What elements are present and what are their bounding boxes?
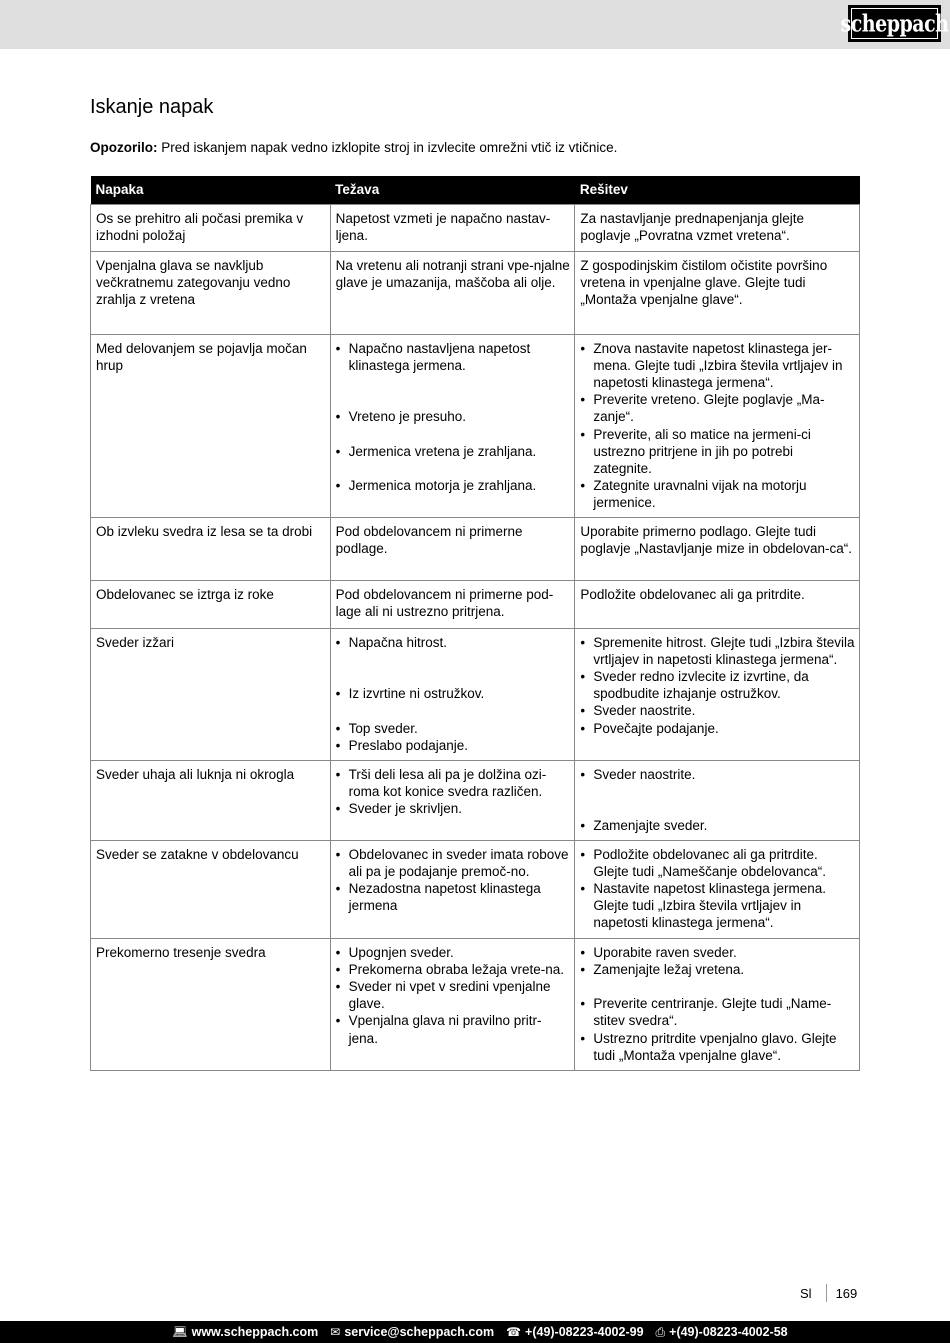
warning-note [90,140,617,155]
fault-cell: Prekomerno tresenje svedra [91,938,331,1070]
list-item: • Sveder naostrite. [580,702,855,719]
page-title: Iskanje napak [90,96,214,118]
footer-email [330,1325,494,1339]
warning-text: Pred iskanjem napak vedno izklopite stroj in izvlecite omrežni vtič iz vtičnice. [157,140,618,155]
fault-cell: Vpenjalna glava se navkljub večkratnemu zategovanju vedno zrahlja z vretena [91,251,331,334]
list-item: • Podložite obdelovanec ali ga pritrdite. Glejte tudi „Nameščanje obdelovanca“. [580,846,855,880]
phone-icon: ☎ [506,1325,522,1339]
table-row [91,580,860,628]
language-code: Sl [800,1285,812,1301]
list-spacer [580,783,855,800]
list-spacer [336,374,571,391]
cause-list [336,944,571,1047]
list-item: • Preverite, ali so matice na jermeni-ci ustrezno pritrjene in jih po potrebi zategnite. [580,426,855,478]
remedy-list [580,340,855,512]
table-row [91,251,860,334]
warning-label: Opozorilo: [90,140,158,155]
list-spacer [336,460,571,477]
table-row [91,628,860,760]
footer-phone-text: +(49)-08223-4002-99 [525,1325,644,1339]
contact-footer [0,1321,950,1343]
table-row [91,204,860,251]
footer-email-text: service@scheppach.com [344,1325,495,1339]
list-item: • Napačna hitrost. [336,634,571,651]
list-item: • Ustrezno pritrdite vpenjalno glavo. Glejte tudi „Montaža vpenjalne glave“. [580,1030,855,1064]
list-item: • Nezadostna napetost klinastega jermena [336,880,571,914]
footer-web-text: www.scheppach.com [191,1325,319,1339]
list-item: • Prekomerna obraba ležaja vrete-na. [336,961,571,978]
header-cause: Težava [330,176,575,204]
cause-cell: Na vretenu ali notranji strani vpe-njalne glave je umazanija, maščoba ali olje. [330,251,575,334]
cause-list [336,846,571,915]
brand-logo-text: scheppach [840,9,949,38]
remedy-cell [575,760,860,840]
remedy-list [580,634,855,737]
remedy-cell [575,938,860,1070]
list-item: • Znova nastavite napetost klinastega jer-mena. Glejte tudi „Izbira števila vrtljajev in napetosti klinastega jermena“. [580,340,855,392]
list-item: • Uporabite raven sveder. [580,944,855,961]
cause-list [336,766,571,818]
list-item: • Jermenica vretena je zrahljana. [336,443,571,460]
remedy-cell [575,840,860,938]
cause-list [336,634,571,754]
list-item: • Jermenica motorja je zrahljana. [336,477,571,494]
page-number-block [800,1284,857,1302]
list-spacer [336,391,571,408]
page-number-divider [826,1284,827,1302]
list-spacer [336,425,571,442]
footer-web [172,1325,318,1339]
list-item: • Nastavite napetost klinastega jermena. Glejte tudi „Izbira števila vrtljajev in napetosti klinastega jermena“. [580,880,855,932]
computer-icon: 💻︎ [172,1325,188,1339]
footer-fax [656,1325,788,1340]
list-item: • Napačno nastavljena napetost klinastega jermena. [336,340,571,374]
remedy-list [580,766,855,835]
remedy-list [580,846,855,932]
list-item: • Zamenjajte ležaj vretena. [580,961,855,978]
footer-phone [506,1325,643,1339]
brand-logo [840,5,949,42]
remedy-cell [575,334,860,517]
list-item: • Preverite centriranje. Glejte tudi „Name-stitev svedra“. [580,995,855,1029]
cause-cell [330,938,575,1070]
header-fault: Napaka [91,176,331,204]
fault-cell: Med delovanjem se pojavlja močan hrup [91,334,331,517]
page-number: 169 [835,1285,858,1301]
fault-cell: Os se prehitro ali počasi premika v izhodni položaj [91,204,331,251]
remedy-cell: Za nastavljanje prednapenjanja glejte poglavje „Povratna vzmet vretena“. [575,204,860,251]
fault-cell: Ob izvleku svedra iz lesa se ta drobi [91,517,331,580]
cause-cell [330,628,575,760]
troubleshooting-table [90,176,860,1071]
table-row [91,840,860,938]
header-band [0,0,950,49]
remedy-cell: Uporabite primerno podlago. Glejte tudi poglavje „Nastavljanje mize in obdelovan-ca“. [575,517,860,580]
list-item: • Vreteno je presuho. [336,408,571,425]
list-item: • Trši deli lesa ali pa je dolžina ozi-roma kot konice svedra različen. [336,766,571,800]
list-item: • Iz izvrtine ni ostružkov. [336,685,571,702]
header-remedy: Rešitev [575,176,860,204]
list-item: • Preslabo podajanje. [336,737,571,754]
fault-cell: Obdelovanec se iztrga iz roke [91,580,331,628]
fault-cell: Sveder se zatakne v obdelovancu [91,840,331,938]
cause-cell: Napetost vzmeti je napačno nastav-ljena. [330,204,575,251]
fax-icon: ⎙ [655,1324,666,1339]
list-item: • Sveder ni vpet v sredini vpenjalne glave. [336,978,571,1012]
table-row [91,334,860,517]
list-spacer [336,668,571,685]
list-spacer [580,800,855,817]
list-item: • Zategnite uravnalni vijak na motorju jermenice. [580,477,855,511]
table-row [91,760,860,840]
cause-cell [330,760,575,840]
list-item: • Sveder redno izvlecite iz izvrtine, da spodbudite izhajanje ostružkov. [580,668,855,702]
cause-cell [330,840,575,938]
cause-cell [330,334,575,517]
fault-cell: Sveder izžari [91,628,331,760]
cause-cell: Pod obdelovancem ni primerne podlage. [330,517,575,580]
list-spacer [336,702,571,719]
list-item: • Sveder naostrite. [580,766,855,783]
list-spacer [336,651,571,668]
list-item: • Sveder je skrivljen. [336,800,571,817]
list-item: • Zamenjajte sveder. [580,817,855,834]
list-item: • Upognjen sveder. [336,944,571,961]
list-item: • Spremenite hitrost. Glejte tudi „Izbira števila vrtljajev in napetosti klinastega jermena“. [580,634,855,668]
remedy-cell: Z gospodinjskim čistilom očistite površino vretena in vpenjalne glave. Glejte tudi „Montaža vpenjalne glave“. [575,251,860,334]
table-row [91,517,860,580]
table-header-row [91,176,860,204]
list-item: • Vpenjalna glava ni pravilno pritr-jena. [336,1012,571,1046]
envelope-icon: ✉ [330,1325,341,1339]
list-item: • Povečajte podajanje. [580,720,855,737]
footer-fax-text: +(49)-08223-4002-58 [669,1325,788,1339]
fault-cell: Sveder uhaja ali luknja ni okrogla [91,760,331,840]
cause-list [336,340,571,495]
remedy-cell [575,628,860,760]
list-item: • Preverite vreteno. Glejte poglavje „Ma-zanje“. [580,391,855,425]
remedy-cell: Podložite obdelovanec ali ga pritrdite. [575,580,860,628]
remedy-list [580,944,855,1064]
cause-cell: Pod obdelovancem ni primerne pod-lage ali ni ustrezno pritrjena. [330,580,575,628]
list-item: • Top sveder. [336,720,571,737]
table-row [91,938,860,1070]
list-spacer [580,978,855,995]
list-item: • Obdelovanec in sveder imata robove ali pa je podajanje premoč-no. [336,846,571,880]
